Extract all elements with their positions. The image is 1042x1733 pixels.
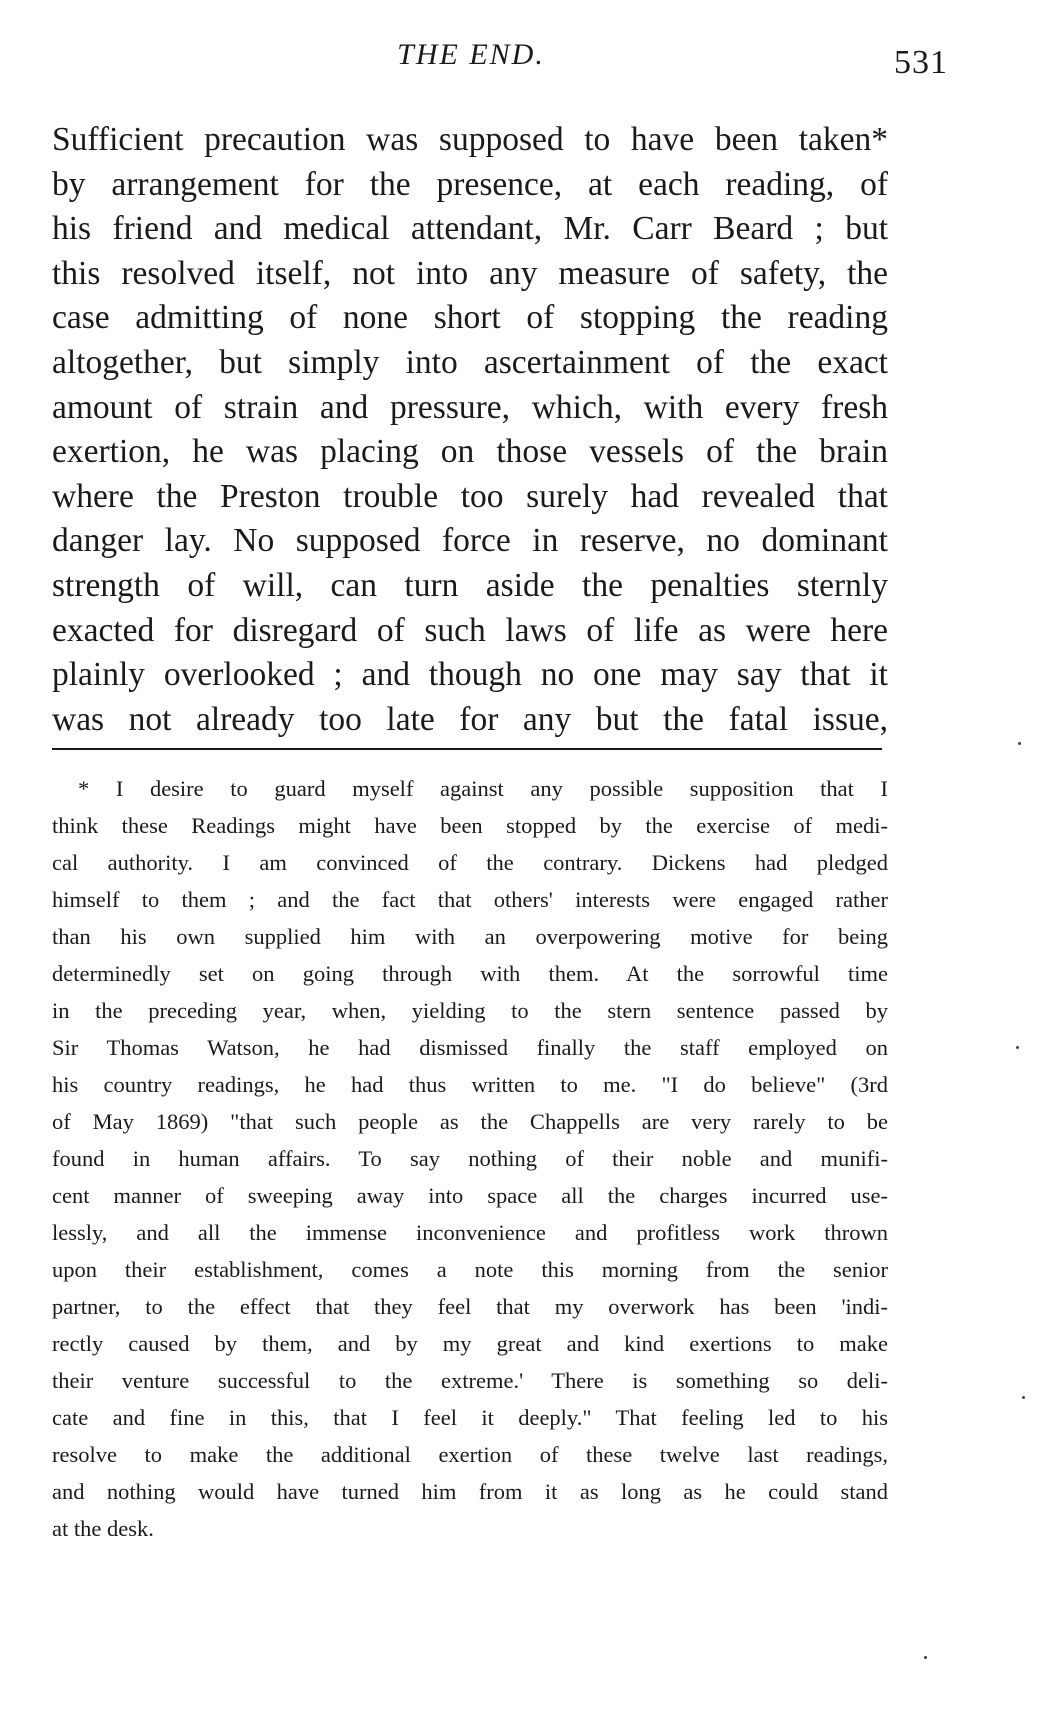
footnote-line: Sir Thomas Watson, he had dismissed finally the staff employed on: [52, 1035, 888, 1060]
body-line: was not already too late for any but the fatal issue,: [52, 700, 888, 738]
footnote-line: think these Readings might have been stopped by the exercise of medi-: [52, 813, 888, 838]
body-line: Sufficient precaution was supposed to have been taken*: [52, 121, 888, 158]
footnote-line: in the preceding year, when, yielding to the stern sentence passed by: [52, 998, 888, 1023]
body-line: amount of strain and pressure, which, with every fresh: [52, 388, 888, 426]
scan-speck: [1022, 1396, 1025, 1399]
footnote-line: resolve to make the additional exertion of these twelve last readings,: [52, 1442, 888, 1467]
footnote-line: than his own supplied him with an overpowering motive for being: [52, 924, 888, 949]
footnote-line: * I desire to guard myself against any possible supposition that I: [78, 776, 888, 801]
body-line: plainly overlooked ; and though no one may say that it: [52, 656, 888, 694]
footnote-line: cent manner of sweeping away into space all the charges incurred use-: [52, 1183, 888, 1208]
scan-speck: [1018, 742, 1021, 745]
body-line: by arrangement for the presence, at each reading, of: [52, 165, 888, 203]
body-line: where the Preston trouble too surely had revealed that: [52, 477, 888, 515]
body-line: altogether, but simply into ascertainment of the exact: [52, 343, 888, 381]
footnote-line: and nothing would have turned him from it as long as he could stand: [52, 1479, 888, 1504]
footnote-line: determinedly set on going through with them. At the sorrowful time: [52, 961, 888, 986]
footnote-divider: [52, 748, 882, 750]
body-line: his friend and medical attendant, Mr. Carr Beard ; but: [52, 210, 888, 248]
body-line: exacted for disregard of such laws of life as were here: [52, 611, 888, 649]
scan-speck: [1016, 1046, 1019, 1049]
footnote-line: his country readings, he had thus written to me. "I do believe" (3rd: [52, 1072, 888, 1097]
scan-speck: [924, 1656, 927, 1659]
body-paragraph: [52, 118, 888, 742]
body-line: this resolved itself, not into any measure of safety, the: [52, 254, 888, 292]
body-line: danger lay. No supposed force in reserve, no dominant: [52, 522, 888, 560]
footnote-line: of May 1869) "that such people as the Chappells are very rarely to be: [52, 1109, 888, 1134]
footnote-line: at the desk.: [52, 1516, 154, 1541]
running-title: THE END.: [397, 38, 545, 71]
footnote-line: found in human affairs. To say nothing of their noble and munifi-: [52, 1146, 888, 1171]
body-line: case admitting of none short of stopping the reading: [52, 299, 888, 337]
body-line: exertion, he was placing on those vessels of the brain: [52, 433, 888, 471]
footnote: [52, 770, 888, 1547]
body-line: strength of will, can turn aside the penalties sternly: [52, 566, 888, 604]
footnote-line: partner, to the effect that they feel that my overwork has been 'indi-: [52, 1294, 888, 1319]
footnote-line: upon their establishment, comes a note this morning from the senior: [52, 1257, 888, 1282]
footnote-line: rectly caused by them, and by my great and kind exertions to make: [52, 1331, 888, 1356]
footnote-line: himself to them ; and the fact that others' interests were engaged rather: [52, 887, 888, 912]
footnote-line: cate and fine in this, that I feel it deeply." That feeling led to his: [52, 1405, 888, 1430]
footnote-line: their venture successful to the extreme.' There is something so deli-: [52, 1368, 888, 1393]
footnote-line: cal authority. I am convinced of the contrary. Dickens had pledged: [52, 850, 888, 875]
footnote-line: lessly, and all the immense inconvenience and profitless work thrown: [52, 1220, 888, 1245]
page-number: 531: [894, 44, 948, 81]
